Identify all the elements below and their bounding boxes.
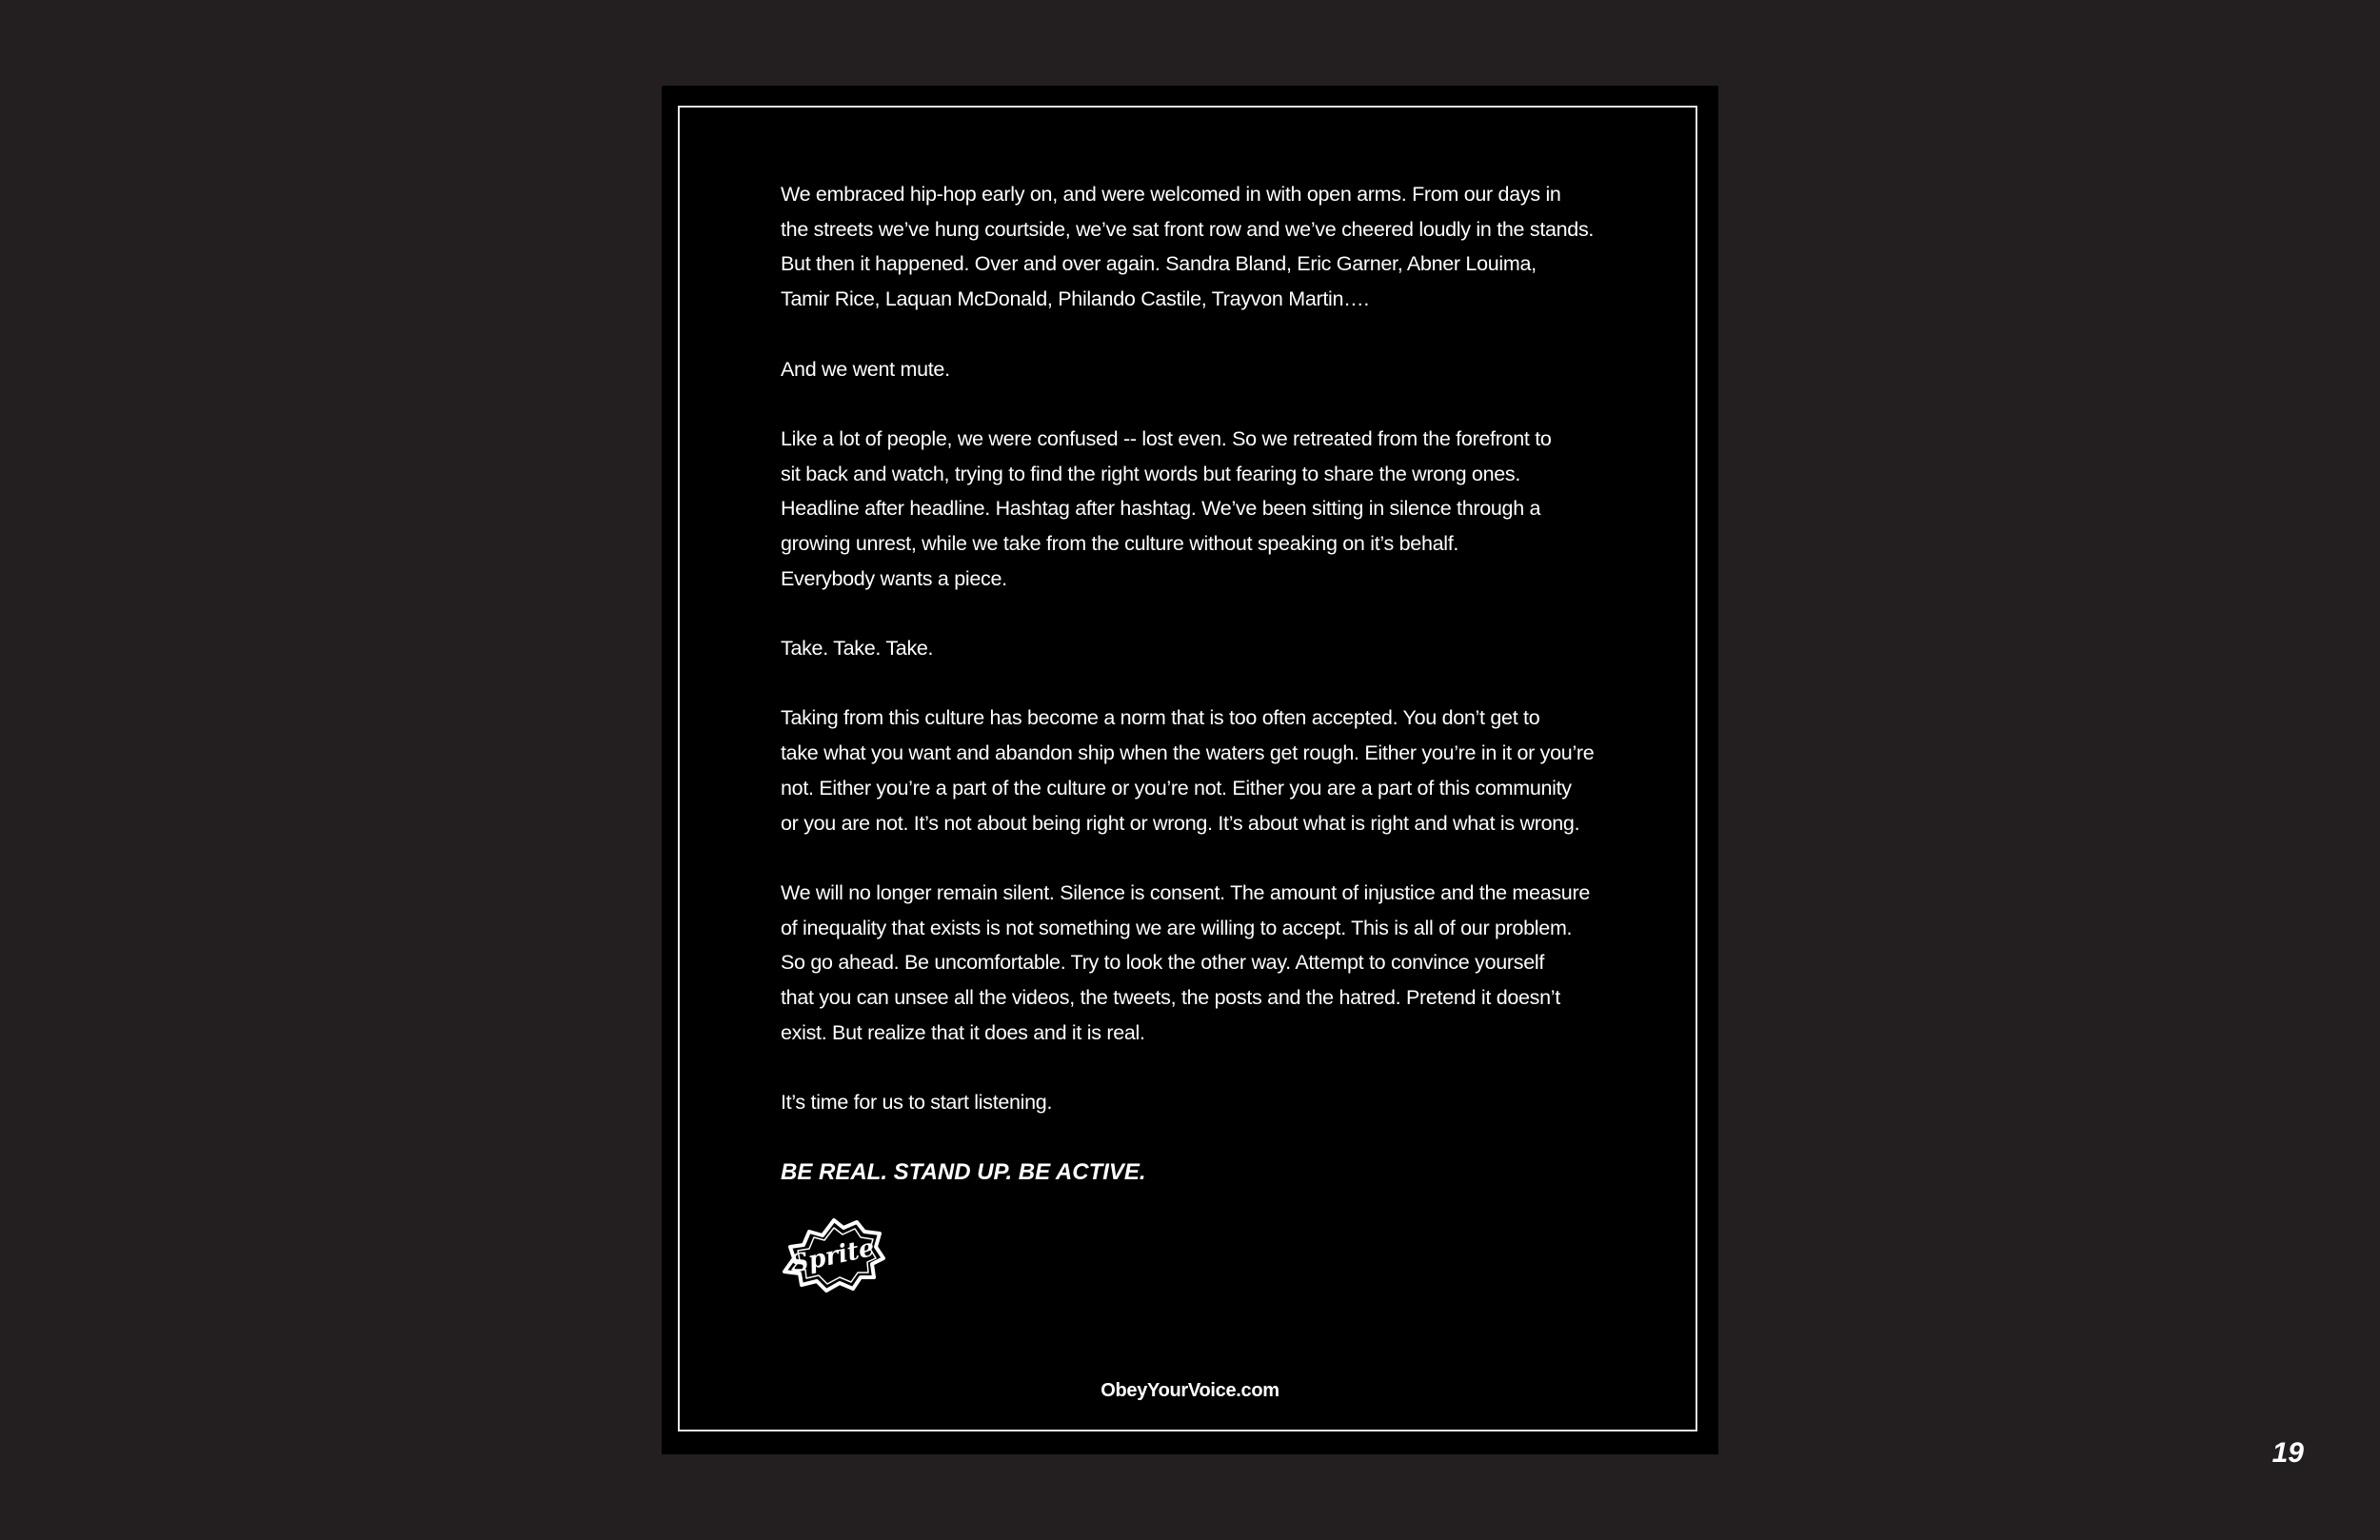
ad-page	[662, 86, 1718, 1454]
sprite-logo-graphic	[781, 1214, 885, 1293]
ad-paragraph: It’s time for us to start listening.	[781, 1091, 1053, 1115]
ad-paragraph: Take. Take. Take.	[781, 637, 934, 661]
ad-body-text	[781, 177, 1618, 1224]
ad-tagline: BE REAL. STAND UP. BE ACTIVE.	[781, 1158, 1146, 1185]
ad-paragraph: Like a lot of people, we were confused -- lost even. So we retreated from the forefront to sit back and watch, trying to find the right words but fearing to share the wrong ones. Headline after headline. Hashtag after hashtag. We’ve been sitting in silence through a growing unrest, while we take from the culture without speaking on it’s behalf. Everybody wants a piece.	[781, 426, 1552, 590]
ad-paragraph: We will no longer remain silent. Silence is consent. The amount of injustice and the measure of inequality that exists is not something we are willing to accept. This is all of our problem. So go ahead. Be uncomfortable. Try to look the other way. Attempt to convince yourself that you can unsee all the videos, the tweets, the posts and the hatred. Pretend it doesn’t exist. But realize that it does and it is real.	[781, 880, 1590, 1044]
ad-paragraph: And we went mute.	[781, 357, 950, 381]
ad-paragraph: We embraced hip-hop early on, and were welcomed in with open arms. From our days in the streets we’ve hung courtside, we’ve sat front row and we’ve cheered loudly in the stands. But then it happened. Over and over again. Sandra Bland, Eric Garner, Abner Louima, Tamir Rice, Laquan McDonald, Philando Castile, Trayvon Martin….	[781, 183, 1595, 311]
sprite-logo-text: Sprite	[787, 1234, 878, 1279]
page-number: 19	[2271, 1437, 2304, 1469]
ad-paragraph: Taking from this culture has become a norm that is too often accepted. You don’t get to take what you want and abandon ship when the waters get rough. Either you’re in it or you’re not. Either you’re a part of the culture or you’re not. Either you are a part of this community or you are not. It’s not about being right or wrong. It’s about what is right and what is wrong.	[781, 706, 1595, 835]
website-url[interactable]: ObeyYourVoice.com	[1101, 1380, 1279, 1401]
sprite-logo-icon	[781, 1214, 885, 1293]
